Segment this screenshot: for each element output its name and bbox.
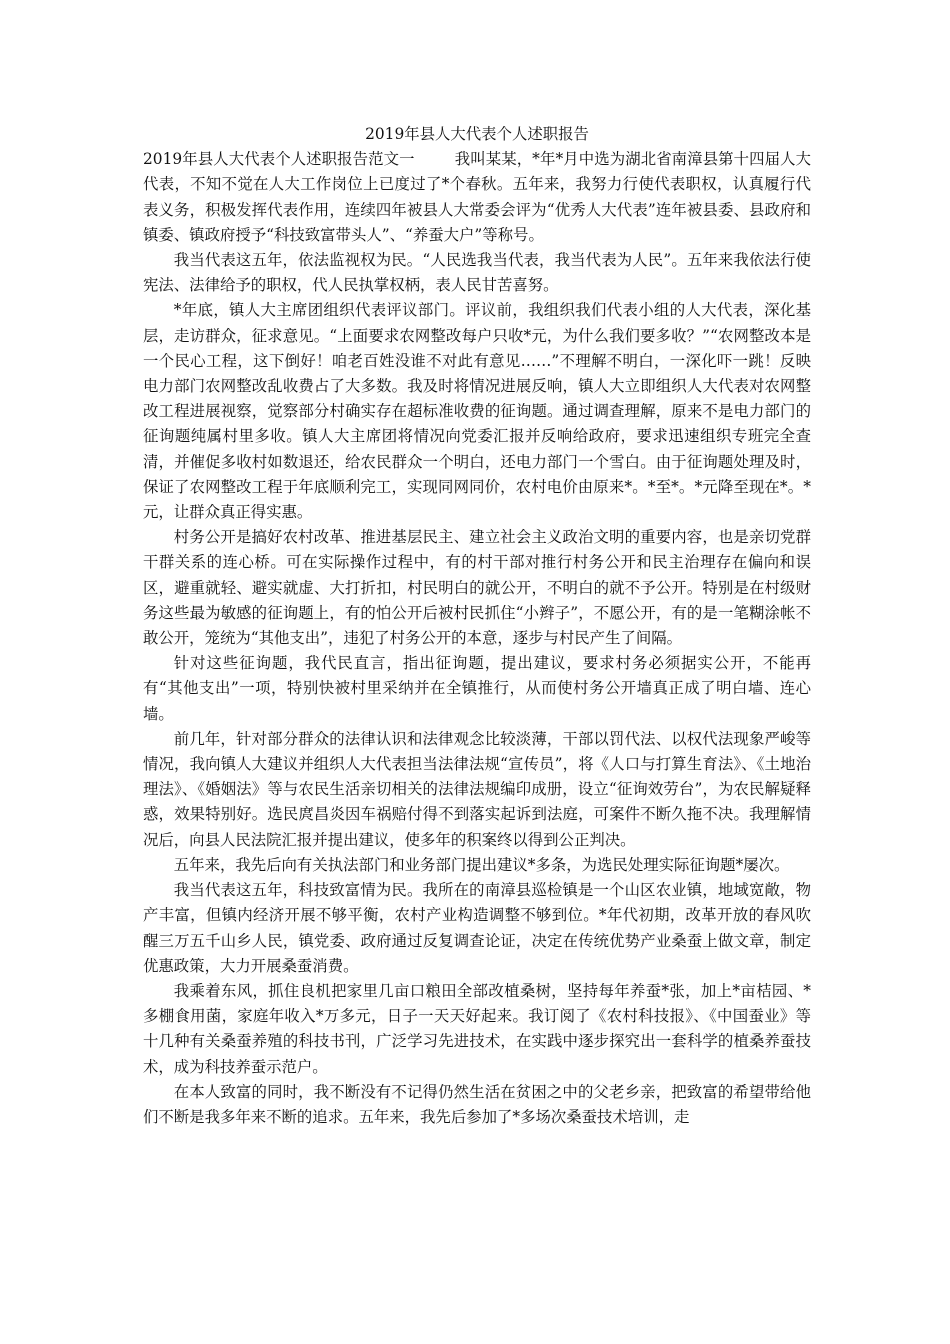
document-title: 2019年县人大代表个人述职报告 xyxy=(365,125,589,143)
body-paragraph: 在本人致富的同时，我不断没有不记得仍然生活在贫困之中的父老乡亲，把致富的希望带给他们不断是我多年来不断的追求。五年来，我先后参加了*多场次桑蚕技术培训，走 xyxy=(143,1082,811,1126)
intro-text: 我叫某某，*年*月中选为湖北省南漳县第十四届人大代表，不知不觉在人大工作岗位上已度过了*个春秋。五年来，我努力行使代表职权，认真履行代表义务，积极发挥代表作用，连续四年被县人大常委会评为“优秀人大代表”连年被县委、县政府和镇委、镇政府授予“科技致富带头人”、“养蚕大户”等称号。 xyxy=(143,150,811,244)
body-paragraph: 前几年，针对部分群众的法律认识和法律观念比较淡薄，干部以罚代法、以权代法现象严峻等情况，我向镇人大建议并组织人大代表担当法律法规“宣传员”，将《人口与打算生育法》、《土地治理法》、《婚姻法》等与农民生活亲切相关的法律法规编印成册，设立“征询效劳台”，为农民解疑释惑，效果特别好。选民庹昌炎因车祸赔付得不到落实起诉到法庭，可案件不断久拖不决。我理解情况后，向县人民法院汇报并提出建议，使多年的积案终以得到公正判决。 xyxy=(143,729,811,849)
intro-paragraph xyxy=(143,147,811,248)
body-paragraph: 我当代表这五年，依法监视权为民。“人民选我当代表，我当代表为人民”。五年来我依法行使宪法、法律给予的职权，代人民执掌权柄，表人民甘苦喜努。 xyxy=(143,251,811,295)
body-paragraph: 五年来，我先后向有关执法部门和业务部门提出建议*多条，为选民处理实际征询题*屡次。 xyxy=(173,855,790,874)
document-page xyxy=(143,122,811,1130)
body-paragraph: 针对这些征询题，我代民直言，指出征询题，提出建议，要求村务必须据实公开，不能再有“其他支出”一项，特别快被村里采纳并在全镇推行，从而使村务公开墙真正成了明白墙、连心墙。 xyxy=(143,654,811,723)
body-paragraph: 村务公开是搞好农村改革、推进基层民主、建立社会主义政治文明的重要内容，也是亲切党群干群关系的连心桥。可在实际操作过程中，有的村干部对推行村务公开和民主治理存在偏向和误区，避重就轻、避实就虚、大打折扣，村民明白的就公开，不明白的就不予公开。特别是在村级财务这些最为敏感的征询题上，有的怕公开后被村民抓住“小辫子”，不愿公开，有的是一笔糊涂帐不敢公开，笼统为“其他支出”，违犯了村务公开的本意，逐步与村民产生了间隔。 xyxy=(143,528,811,648)
intro-heading: 2019年县人大代表个人述职报告范文一 xyxy=(143,150,415,169)
body-paragraph: 我乘着东风，抓住良机把家里几亩口粮田全部改植桑树，坚持每年养蚕*张，加上*亩桔园、*多棚食用菌，家庭年收入*万多元，日子一天天好起来。我订阅了《农村科技报》、《中国蚕业》等十几种有关桑蚕养殖的科技书刊，广泛学习先进技术，在实践中逐步探究出一套科学的植桑养蚕技术，成为科技养蚕示范户。 xyxy=(143,981,811,1076)
body-paragraph: 我当代表这五年，科技致富情为民。我所在的南漳县巡检镇是一个山区农业镇，地域宽敞，物产丰富，但镇内经济开展不够平衡，农村产业构造调整不够到位。*年代初期，改革开放的春风吹醒三万五千山乡人民，镇党委、政府通过反复调查论证，决定在传统优势产业桑蚕上做文章，制定优惠政策，大力开展桑蚕消费。 xyxy=(143,881,811,975)
body-paragraph: *年底，镇人大主席团组织代表评议部门。评议前，我组织我们代表小组的人大代表，深化基层，走访群众，征求意见。“上面要求农网整改每户只收*元，为什么我们要多收？”“农网整改本是一个民心工程，这下倒好！咱老百姓没谁不对此有意见……”不理解不明白，一深化吓一跳！反映电力部门农网整改乱收费占了大多数。我及时将情况进展反响，镇人大立即组织人大代表对农网整改工程进展视察，觉察部分村确实存在超标准收费的征询题。通过调查理解，原来不是电力部门的征询题纯属村里多收。镇人大主席团将情况向党委汇报并反响给政府，要求迅速组织专班完全查清，并催促多收村如数退还，给农民群众一个明白，还电力部门一个雪白。由于征询题处理及时，保证了农网整改工程于年底顺利完工，实现同网同价，农村电价由原来*。*至*。*元降至现在*。*元，让群众真正得实惠。 xyxy=(143,301,811,522)
